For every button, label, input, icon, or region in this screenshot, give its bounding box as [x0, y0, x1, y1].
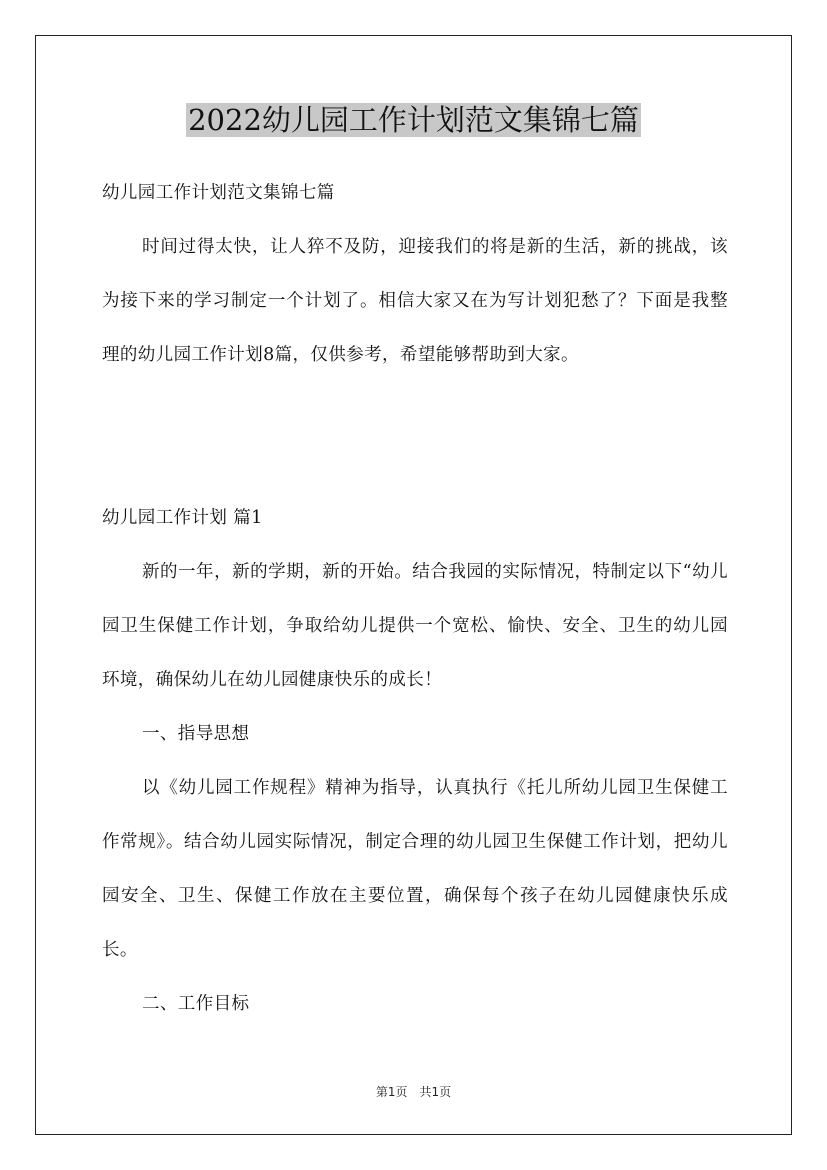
document-subtitle: 幼儿园工作计划范文集锦七篇 — [102, 183, 335, 203]
intro-paragraph: 时间过得太快，让人猝不及防，迎接我们的将是新的生活，新的挑战，该为接下来的学习制定一个计划了。相信大家又在为写计划犯愁了？下面是我整理的幼儿园工作计划8篇，仅供参考，希望能够帮助到大家。 — [102, 237, 728, 365]
page-footer: 第1页 共1页 — [375, 1085, 452, 1099]
section-heading: 幼儿园工作计划 篇1 — [102, 508, 263, 528]
document-title — [0, 100, 827, 140]
subheading-work-goals: 二、工作目标 — [142, 994, 250, 1014]
title-text: 2022幼儿园工作计划范文集锦七篇 — [188, 103, 639, 137]
section-paragraph-2: 以《幼儿园工作规程》精神为指导，认真执行《托儿所幼儿园卫生保健工作常规》。结合幼儿园实际情况，制定合理的幼儿园卫生保健工作计划，把幼儿园安全、卫生、保健工作放在主要位置，确保每个孩子在幼儿园健康快乐成长。 — [102, 778, 728, 960]
section-paragraph-1: 新的一年，新的学期，新的开始。结合我园的实际情况，特制定以下“幼儿园卫生保健工作计划，争取给幼儿提供一个宽松、愉快、安全、卫生的幼儿园环境，确保幼儿在幼儿园健康快乐的成长！ — [102, 562, 728, 690]
subheading-guiding-ideology: 一、指导思想 — [142, 724, 250, 744]
